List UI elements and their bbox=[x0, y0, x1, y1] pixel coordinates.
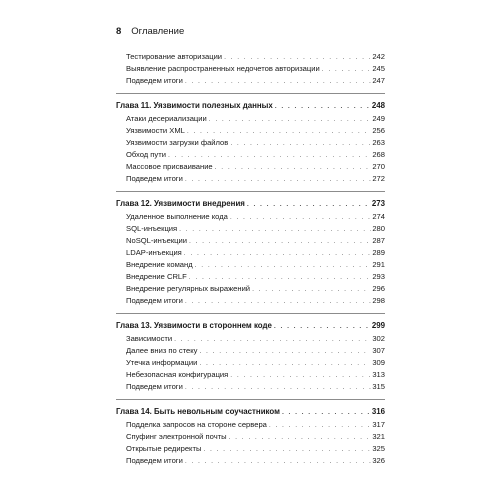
toc-entry[interactable] bbox=[116, 333, 385, 345]
dot-leader bbox=[203, 444, 371, 456]
toc-entry-title: Далее вниз по стеку bbox=[126, 346, 198, 355]
chapter-heading[interactable] bbox=[116, 100, 385, 112]
dot-leader bbox=[229, 432, 371, 444]
toc-entry-page: 247 bbox=[372, 76, 385, 85]
toc-entry[interactable] bbox=[116, 369, 385, 381]
toc-entry-title: Открытые редиректы bbox=[126, 444, 202, 453]
dot-leader bbox=[185, 76, 371, 88]
toc-entry[interactable] bbox=[116, 295, 385, 307]
toc-entry[interactable] bbox=[116, 223, 385, 235]
toc-entry-page: 291 bbox=[372, 260, 385, 269]
toc-entry[interactable] bbox=[116, 419, 385, 431]
toc-entry-title: Подведем итоги bbox=[126, 296, 183, 305]
toc-entry[interactable] bbox=[116, 113, 385, 125]
chapter-heading[interactable] bbox=[116, 320, 385, 332]
chapter-title: Глава 14. Быть невольным соучастником bbox=[116, 407, 280, 416]
dot-leader bbox=[215, 162, 371, 174]
toc-entry-page: 272 bbox=[372, 174, 385, 183]
toc-entry-page: 263 bbox=[372, 138, 385, 147]
toc-entry[interactable] bbox=[116, 283, 385, 295]
dot-leader bbox=[230, 212, 371, 224]
toc-entry-page: 325 bbox=[372, 444, 385, 453]
dot-leader bbox=[174, 334, 371, 346]
toc-entry-page: 287 bbox=[372, 236, 385, 245]
toc-entry[interactable] bbox=[116, 357, 385, 369]
chapter-title: Глава 13. Уязвимости в стороннем коде bbox=[116, 321, 272, 330]
toc-entry[interactable] bbox=[116, 161, 385, 173]
toc-entry-page: 256 bbox=[372, 126, 385, 135]
toc-entry-page: 293 bbox=[372, 272, 385, 281]
toc-entry-page: 268 bbox=[372, 150, 385, 159]
toc-entry-title: Подведем итоги bbox=[126, 76, 183, 85]
dot-leader bbox=[230, 138, 371, 150]
toc-entry-page: 289 bbox=[372, 248, 385, 257]
chapter-12-block bbox=[116, 191, 385, 307]
chapter-11-block bbox=[116, 93, 385, 185]
toc-entry-title: Удаленное выполнение кода bbox=[126, 212, 228, 221]
chapter-heading[interactable] bbox=[116, 198, 385, 210]
dot-leader bbox=[185, 174, 371, 186]
toc-entry-title: Уязвимости загрузки файлов bbox=[126, 138, 229, 147]
toc-entry-title: Внедрение команд bbox=[126, 260, 193, 269]
toc-entry-title: Спуфинг электронной почты bbox=[126, 432, 227, 441]
toc-entry-title: Подведем итоги bbox=[126, 456, 183, 465]
dot-leader bbox=[185, 296, 371, 308]
toc-entry-title: Атаки десериализации bbox=[126, 114, 207, 123]
toc-entry[interactable] bbox=[116, 137, 385, 149]
toc-entry-title: Подделка запросов на стороне сервера bbox=[126, 420, 267, 429]
toc-entry-page: 315 bbox=[372, 382, 385, 391]
dot-leader bbox=[275, 101, 371, 113]
dot-leader bbox=[185, 382, 371, 394]
dot-leader bbox=[252, 284, 371, 296]
toc-entry[interactable] bbox=[116, 271, 385, 283]
toc-entry-page: 302 bbox=[372, 334, 385, 343]
toc-entry[interactable] bbox=[116, 149, 385, 161]
toc-entry-title: Уязвимости XML bbox=[126, 126, 185, 135]
toc-entry-title: SQL-инъекция bbox=[126, 224, 178, 233]
toc-entry[interactable] bbox=[116, 51, 385, 63]
toc-entry[interactable] bbox=[116, 211, 385, 223]
toc-entry-page: 280 bbox=[372, 224, 385, 233]
chapter-title: Глава 11. Уязвимости полезных данных bbox=[116, 101, 273, 110]
dot-leader bbox=[274, 321, 371, 333]
toc-entry-page: 270 bbox=[372, 162, 385, 171]
dot-leader bbox=[199, 346, 371, 358]
toc-entry-title: Внедрение CRLF bbox=[126, 272, 187, 281]
chapter-title: Глава 12. Уязвимости внедрения bbox=[116, 199, 245, 208]
toc-entry[interactable] bbox=[116, 125, 385, 137]
toc-entry-title: Массовое присваивание bbox=[126, 162, 213, 171]
dot-leader bbox=[185, 456, 371, 468]
toc-entry-page: 307 bbox=[372, 346, 385, 355]
dot-leader bbox=[230, 370, 371, 382]
dot-leader bbox=[282, 407, 371, 419]
toc-entry-page: 317 bbox=[372, 420, 385, 429]
toc-entry[interactable] bbox=[116, 443, 385, 455]
toc-entry-page: 245 bbox=[372, 64, 385, 73]
chapter-page: 316 bbox=[371, 407, 385, 416]
toc-entry-title: Подведем итоги bbox=[126, 382, 183, 391]
toc-entry-page: 296 bbox=[372, 284, 385, 293]
toc-entry-title: Утечка информации bbox=[126, 358, 198, 367]
toc-entry[interactable] bbox=[116, 455, 385, 467]
toc-entry[interactable] bbox=[116, 345, 385, 357]
chapter-14-block bbox=[116, 399, 385, 467]
toc-entry-title: Небезопасная конфигурация bbox=[126, 370, 229, 379]
chapter-heading[interactable] bbox=[116, 406, 385, 418]
running-header bbox=[116, 26, 184, 37]
toc-entry-title: LDAP-инъекция bbox=[126, 248, 182, 257]
toc-entry-title: Зависимости bbox=[126, 334, 173, 343]
page-number: 8 bbox=[116, 26, 122, 37]
toc-entry-page: 242 bbox=[372, 52, 385, 61]
toc-entry-page: 249 bbox=[372, 114, 385, 123]
toc-entry-title: Подведем итоги bbox=[126, 174, 183, 183]
dot-leader bbox=[184, 248, 371, 260]
toc-entry-page: 313 bbox=[372, 370, 385, 379]
toc-entry-title: Обход пути bbox=[126, 150, 166, 159]
chapter-13-block bbox=[116, 313, 385, 393]
toc-entry-title: Внедрение регулярных выражений bbox=[126, 284, 251, 293]
toc-entry[interactable] bbox=[116, 431, 385, 443]
chapter-page: 273 bbox=[371, 199, 385, 208]
dot-leader bbox=[195, 260, 371, 272]
dot-leader bbox=[322, 64, 371, 76]
dot-leader bbox=[247, 199, 371, 211]
dot-leader bbox=[179, 224, 371, 236]
toc-entry-page: 326 bbox=[372, 456, 385, 465]
toc-entry[interactable] bbox=[116, 173, 385, 185]
toc-entry[interactable] bbox=[116, 381, 385, 393]
toc-entry-title: Тестирование авторизации bbox=[126, 52, 223, 61]
toc-entry-page: 274 bbox=[372, 212, 385, 221]
table-of-contents bbox=[116, 51, 385, 467]
dot-leader bbox=[189, 236, 371, 248]
dot-leader bbox=[209, 114, 371, 126]
chapter-page: 248 bbox=[371, 101, 385, 110]
toc-entry-page: 298 bbox=[372, 296, 385, 305]
toc-entry[interactable] bbox=[116, 63, 385, 75]
toc-entry-page: 309 bbox=[372, 358, 385, 367]
running-title: Оглавление bbox=[131, 26, 185, 37]
toc-entry[interactable] bbox=[116, 247, 385, 259]
toc-entry-title: Выявление распространенных недочетов авторизации bbox=[126, 64, 320, 73]
toc-entry[interactable] bbox=[116, 259, 385, 271]
chapter-page: 299 bbox=[371, 321, 385, 330]
toc-entry[interactable] bbox=[116, 75, 385, 87]
dot-leader bbox=[269, 420, 371, 432]
toc-entry-page: 321 bbox=[372, 432, 385, 441]
toc-entry-title: NoSQL-инъекции bbox=[126, 236, 187, 245]
toc-entry[interactable] bbox=[116, 235, 385, 247]
